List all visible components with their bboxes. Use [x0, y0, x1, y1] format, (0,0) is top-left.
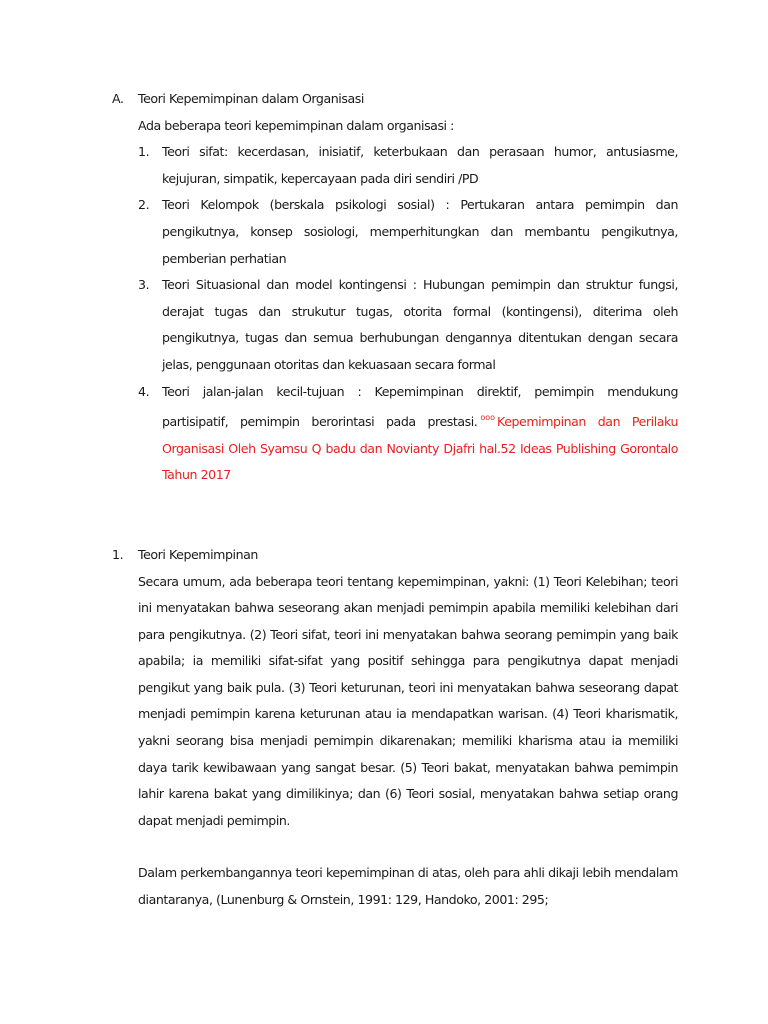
section-a-intro: Ada beberapa teori kepemimpinan dalam organisasi : — [138, 117, 454, 133]
list-item-text: Teori jalan-jalan kecil-tujuan : Kepemimpinan direktif, pemimpin mendukung partisipatif, pemimpin berorintasi pada prestasi. — [162, 383, 678, 430]
list-item — [138, 379, 678, 489]
footnote-mark: ooo — [480, 413, 496, 423]
list-item-text-with-citation — [162, 379, 678, 489]
list-item-text: Teori sifat: kecerdasan, inisiatif, keterbukaan dan perasaan humor, antusiasme, kejujuran, simpatik, kepercayaan pada diri sendiri /PD — [162, 144, 678, 186]
paragraph: Dalam perkembangannya teori kepemimpinan di atas, oleh para ahli dikaji lebih mendalam diantaranya, (Lunenburg & Ornstein, 1991: 129, Handoko, 2001: 295; — [138, 865, 678, 908]
section-a-title: Teori Kepemimpinan dalam Organisasi — [138, 91, 364, 106]
list-item-text: Teori Kelompok (berskala psikologi sosial) : Pertukaran antara pemimpin dan pengikutnya, konsep sosiologi, memperhitungkan dan membantu pengikutnya, pemberian perhatian — [162, 197, 678, 266]
paragraph: Secara umum, ada beberapa teori tentang kepemimpinan, yakni: (1) Teori Kelebihan; teori ini menyatakan bahwa seseorang akan menjadi pemimpin apabila memiliki kelebihan dari para pengikutnya. (2) Teori sifat, teori ini menyatakan bahwa seorang pemimpin yang baik apabila; ia memiliki sifat-sifat yang positif sehingga para pengikutnya dapat menjadi pengikut yang baik pula. (3) Teori keturunan, teori ini menyatakan bahwa seseorang dapat menjadi pemimpin karena keturunan atau ia mendapatkan warisan. (4) Teori kharismatik, yakni seorang bisa menjadi pemimpin dikarenakan; memiliki kharisma atau ia memiliki daya tarik kewibawaan yang sangat besar. (5) Teori bakat, menyatakan bahwa pemimpin lahir karena bakat yang dimilikinya; dan (6) Teori sosial, menyatakan bahwa setiap orang dapat menjadi pemimpin. — [138, 573, 678, 828]
list-item-number: 3. — [138, 277, 150, 293]
section-1-marker: 1. — [112, 546, 124, 562]
list-item — [138, 272, 678, 378]
list-item-number: 2. — [138, 197, 150, 213]
list-item — [138, 192, 678, 272]
section-1-title: Teori Kepemimpinan — [138, 546, 258, 562]
section-a-marker: A. — [112, 91, 124, 106]
list-item-number: 4. — [138, 383, 150, 399]
section-1 — [112, 542, 678, 914]
list-item-text: Teori Situasional dan model kontingensi : Hubungan pemimpin dan struktur fungsi, derajat tugas dan strukutur tugas, otorita formal (kontingensi), diterima oleh pengikutnya, tugas dan semua berhubungan dengannya ditentukan dengan secara jelas, penggunaan otoritas dan kekuasaan secara formal — [162, 277, 678, 372]
list-item-number: 1. — [138, 144, 150, 160]
citation-text: Kepemimpinan dan Perilaku Organisasi Oleh Syamsu Q badu dan Novianty Djafri hal.52 Ideas Publishing Gorontalo Tahun 2017 — [162, 414, 678, 483]
section-a — [112, 86, 678, 489]
list-item — [138, 139, 678, 192]
